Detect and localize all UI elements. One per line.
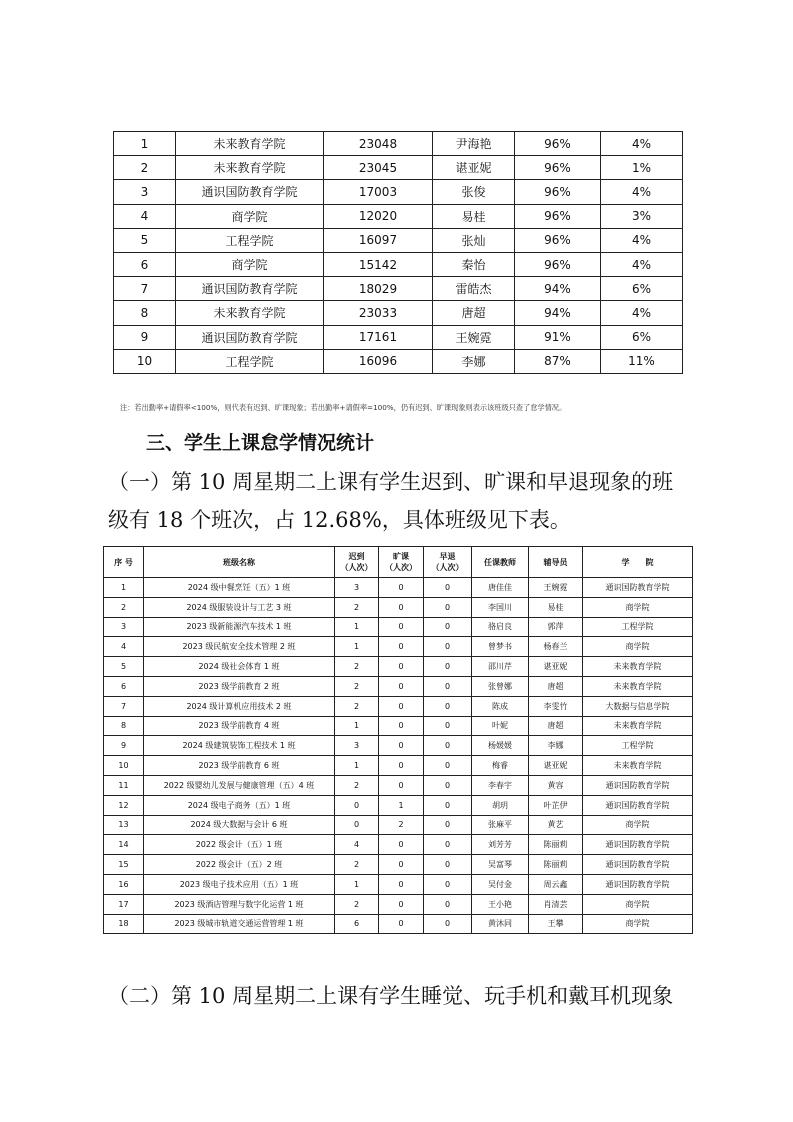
table-cell: 17003 <box>324 180 433 204</box>
column-header-line: （人次） <box>431 563 464 572</box>
table-cell: 叶妮 <box>472 716 529 736</box>
table-cell: 2022 级婴幼儿发展与健康管理（五）4 班 <box>144 775 335 795</box>
table-cell: 13 <box>104 815 144 835</box>
table-cell: 7 <box>104 696 144 716</box>
table-cell: 易桂 <box>529 597 583 617</box>
table-cell: 曾梦书 <box>472 637 529 657</box>
table-cell: 96% <box>515 132 601 156</box>
table-cell: 工程学院 <box>583 736 693 756</box>
table-cell: 2024 级大数据与会计 6 班 <box>144 815 335 835</box>
table-row <box>114 180 683 204</box>
table-cell: 5 <box>104 657 144 677</box>
table-cell: 李国川 <box>472 597 529 617</box>
table-cell: 谌亚妮 <box>433 156 515 180</box>
table-row <box>104 874 693 894</box>
table-cell: 通识国防教育学院 <box>176 325 324 349</box>
table-cell: 商学院 <box>583 894 693 914</box>
table-cell: 1 <box>335 756 379 776</box>
table-cell: 商学院 <box>583 914 693 934</box>
table-cell: 2023 级城市轨道交通运营管理 1 班 <box>144 914 335 934</box>
attendance-rate-table <box>113 131 683 374</box>
table-cell: 6 <box>335 914 379 934</box>
table-cell: 工程学院 <box>176 228 324 252</box>
table-cell: 2 <box>114 156 176 180</box>
table-cell: 黄艺 <box>529 815 583 835</box>
table-cell: 陈成 <box>472 696 529 716</box>
table-cell: 4% <box>601 180 683 204</box>
table-cell: 0 <box>424 815 472 835</box>
table-cell: 谌亚妮 <box>529 756 583 776</box>
table-cell: 未来教育学院 <box>176 156 324 180</box>
table-row <box>104 894 693 914</box>
table-row <box>104 815 693 835</box>
column-header <box>144 547 335 578</box>
table-cell: 18029 <box>324 277 433 301</box>
table-cell: 陈丽莉 <box>529 835 583 855</box>
table-row <box>104 676 693 696</box>
table-cell: 0 <box>379 617 424 637</box>
column-header-line: 序 号 <box>114 557 133 567</box>
table-cell: 吴付金 <box>472 874 529 894</box>
table-cell: 96% <box>515 252 601 276</box>
table-cell: 2 <box>104 597 144 617</box>
table-cell: 0 <box>424 597 472 617</box>
table-cell: 4% <box>601 228 683 252</box>
table-cell: 陈丽莉 <box>529 855 583 875</box>
table-cell: 唐超 <box>433 301 515 325</box>
table-cell: 6% <box>601 277 683 301</box>
table-cell: 0 <box>424 795 472 815</box>
table-cell: 2024 级电子商务（五）1 班 <box>144 795 335 815</box>
column-header-line: 旷课 <box>393 552 409 561</box>
table-cell: 胡玥 <box>472 795 529 815</box>
table-cell: 96% <box>515 180 601 204</box>
table-cell: 0 <box>424 894 472 914</box>
table-cell: 商学院 <box>176 204 324 228</box>
table-cell: 2 <box>335 597 379 617</box>
table-row <box>114 325 683 349</box>
table-cell: 商学院 <box>583 597 693 617</box>
table-cell: 肖清芸 <box>529 894 583 914</box>
table-cell: 2 <box>335 676 379 696</box>
column-header-line: 任课教师 <box>484 557 516 567</box>
table-cell: 0 <box>424 696 472 716</box>
table-cell: 未来教育学院 <box>176 301 324 325</box>
column-header <box>379 547 424 578</box>
table-cell: 8 <box>114 301 176 325</box>
table-cell: 6 <box>114 252 176 276</box>
table-cell: 1 <box>104 578 144 598</box>
tardiness-table <box>103 546 693 934</box>
table-cell: 23048 <box>324 132 433 156</box>
table-cell: 0 <box>424 637 472 657</box>
table-cell: 2023 级酒店管理与数字化运营 1 班 <box>144 894 335 914</box>
table-cell: 0 <box>379 736 424 756</box>
table-cell: 0 <box>379 597 424 617</box>
table-cell: 0 <box>379 914 424 934</box>
table-cell: 16 <box>104 874 144 894</box>
table-cell: 3% <box>601 204 683 228</box>
table-cell: 3 <box>114 180 176 204</box>
table-cell: 0 <box>379 676 424 696</box>
table-cell: 通识国防教育学院 <box>583 775 693 795</box>
table-cell: 6 <box>104 676 144 696</box>
table-cell: 15 <box>104 855 144 875</box>
table-cell: 10 <box>104 756 144 776</box>
table-cell: 3 <box>335 736 379 756</box>
column-header-line: 学 院 <box>621 557 654 567</box>
column-header-line: 班级名称 <box>223 557 255 567</box>
table-cell: 王婉霓 <box>433 325 515 349</box>
table-cell: 2024 级中餐烹饪（五）1 班 <box>144 578 335 598</box>
table-cell: 2024 级计算机应用技术 2 班 <box>144 696 335 716</box>
column-header-line: 辅导员 <box>543 557 568 567</box>
table-cell: 0 <box>424 874 472 894</box>
table-cell: 2 <box>335 855 379 875</box>
table-cell: 9 <box>114 325 176 349</box>
table-cell: 通识国防教育学院 <box>583 874 693 894</box>
table-cell: 16097 <box>324 228 433 252</box>
table-cell: 2023 级新能源汽车技术 1 班 <box>144 617 335 637</box>
table-row <box>104 914 693 934</box>
table-cell: 0 <box>379 756 424 776</box>
table-cell: 2022 级会计（五）2 班 <box>144 855 335 875</box>
paragraph-line: （一）第 10 周星期二上课有学生迟到、旷课和早退现象的班 <box>108 470 674 494</box>
table-row <box>104 637 693 657</box>
table-row <box>104 835 693 855</box>
table-cell: 未来教育学院 <box>176 132 324 156</box>
table-cell: 杨春兰 <box>529 637 583 657</box>
table-cell: 17161 <box>324 325 433 349</box>
table-cell: 2023 级民航安全技术管理 2 班 <box>144 637 335 657</box>
table-cell: 邵川芹 <box>472 657 529 677</box>
table-cell: 2024 级社会体育 1 班 <box>144 657 335 677</box>
table-cell: 14 <box>104 835 144 855</box>
table-cell: 2 <box>335 894 379 914</box>
table-row <box>104 716 693 736</box>
table-cell: 94% <box>515 301 601 325</box>
table-cell: 23033 <box>324 301 433 325</box>
table-cell: 骆启良 <box>472 617 529 637</box>
section-heading: 三、学生上课怠学情况统计 <box>146 432 375 454</box>
table-cell: 2 <box>335 657 379 677</box>
table-cell: 2 <box>335 775 379 795</box>
table-cell: 0 <box>424 578 472 598</box>
table-cell: 0 <box>379 894 424 914</box>
table-cell: 0 <box>424 617 472 637</box>
table-cell: 5 <box>114 228 176 252</box>
table-cell: 0 <box>379 716 424 736</box>
table-row <box>114 301 683 325</box>
table-cell: 雷皓杰 <box>433 277 515 301</box>
table-cell: 10 <box>114 349 176 373</box>
table-cell: 17 <box>104 894 144 914</box>
table-cell: 刘芳芳 <box>472 835 529 855</box>
table-cell: 通识国防教育学院 <box>583 578 693 598</box>
table-cell: 4 <box>114 204 176 228</box>
table-cell: 2022 级会计（五）1 班 <box>144 835 335 855</box>
table-cell: 通识国防教育学院 <box>583 855 693 875</box>
table-cell: 张灿 <box>433 228 515 252</box>
table-cell: 12020 <box>324 204 433 228</box>
column-header <box>472 547 529 578</box>
table-cell: 0 <box>379 855 424 875</box>
table-row <box>114 349 683 373</box>
table-cell: 2024 级建筑装饰工程技术 1 班 <box>144 736 335 756</box>
column-header <box>529 547 583 578</box>
table-cell: 96% <box>515 156 601 180</box>
table-cell: 1 <box>379 795 424 815</box>
column-header <box>104 547 144 578</box>
table-cell: 96% <box>515 228 601 252</box>
table-cell: 91% <box>515 325 601 349</box>
table-cell: 通识国防教育学院 <box>583 795 693 815</box>
table-cell: 叶芷伊 <box>529 795 583 815</box>
table-cell: 李雯竹 <box>529 696 583 716</box>
table-cell: 工程学院 <box>583 617 693 637</box>
table-row <box>104 597 693 617</box>
table-cell: 张俊 <box>433 180 515 204</box>
table-cell: 87% <box>515 349 601 373</box>
table-cell: 李娜 <box>433 349 515 373</box>
table-cell: 0 <box>424 676 472 696</box>
table-cell: 梅睿 <box>472 756 529 776</box>
table-cell: 1 <box>335 617 379 637</box>
table-cell: 16096 <box>324 349 433 373</box>
table-row <box>104 578 693 598</box>
table-row <box>104 795 693 815</box>
table-cell: 2023 级学前教育 2 班 <box>144 676 335 696</box>
table-cell: 0 <box>379 657 424 677</box>
column-header <box>583 547 693 578</box>
table-cell: 4 <box>104 637 144 657</box>
table-row <box>104 756 693 776</box>
table-cell: 谌亚妮 <box>529 657 583 677</box>
table-row <box>114 156 683 180</box>
table-row <box>114 228 683 252</box>
table-cell: 18 <box>104 914 144 934</box>
table-cell: 王小艳 <box>472 894 529 914</box>
table-cell: 0 <box>335 815 379 835</box>
table-cell: 秦怡 <box>433 252 515 276</box>
paragraph-line: （二）第 10 周星期二上课有学生睡觉、玩手机和戴耳机现象 <box>108 984 674 1008</box>
table-cell: 2023 级电子技术应用（五）1 班 <box>144 874 335 894</box>
table-cell: 唐超 <box>529 676 583 696</box>
table-cell: 1 <box>335 716 379 736</box>
table-row <box>114 132 683 156</box>
table-cell: 3 <box>335 578 379 598</box>
column-header-line: 早退 <box>439 552 456 561</box>
table-cell: 0 <box>424 835 472 855</box>
table-cell: 1 <box>114 132 176 156</box>
column-header-line: （人次） <box>340 563 373 572</box>
table-cell: 商学院 <box>583 637 693 657</box>
table-header-row <box>104 547 693 578</box>
table-row <box>104 617 693 637</box>
table-cell: 商学院 <box>583 815 693 835</box>
table-cell: 4 <box>335 835 379 855</box>
table-cell: 2 <box>379 815 424 835</box>
column-header <box>335 547 379 578</box>
table-cell: 张曾娜 <box>472 676 529 696</box>
table-cell: 未来教育学院 <box>583 756 693 776</box>
table-cell: 0 <box>379 578 424 598</box>
table-cell: 大数据与信息学院 <box>583 696 693 716</box>
table-cell: 工程学院 <box>176 349 324 373</box>
table-row <box>114 252 683 276</box>
table-cell: 0 <box>424 855 472 875</box>
table-cell: 唐佳佳 <box>472 578 529 598</box>
table-cell: 96% <box>515 204 601 228</box>
table-cell: 0 <box>424 657 472 677</box>
table-cell: 张麻平 <box>472 815 529 835</box>
table-cell: 1 <box>335 637 379 657</box>
table-cell: 4% <box>601 301 683 325</box>
table-row <box>104 855 693 875</box>
table-row <box>104 657 693 677</box>
column-header-line: 迟到 <box>348 552 365 561</box>
table-cell: 未来教育学院 <box>583 716 693 736</box>
column-header-line: （人次） <box>385 563 417 572</box>
table-cell: 0 <box>379 835 424 855</box>
table-cell: 0 <box>379 874 424 894</box>
table-cell: 0 <box>379 637 424 657</box>
table-row <box>114 204 683 228</box>
paragraph-line: 级有 18 个班次，占 12.68%，具体班级见下表。 <box>108 508 571 532</box>
table-cell: 1% <box>601 156 683 180</box>
table-cell: 1 <box>335 874 379 894</box>
table-cell: 0 <box>379 775 424 795</box>
table-row <box>104 696 693 716</box>
table-cell: 杨媛媛 <box>472 736 529 756</box>
table-cell: 王攀 <box>529 914 583 934</box>
table-cell: 李春宇 <box>472 775 529 795</box>
table-note: 注：若出勤率+请假率<100%，则代表有迟到、旷课现象；若出勤率+请假率=100%，仍有迟到、旷课现象则表示该班级只查了怠学情况。 <box>120 403 567 412</box>
table-cell: 0 <box>379 696 424 716</box>
table-cell: 唐超 <box>529 716 583 736</box>
table-cell: 黄沐同 <box>472 914 529 934</box>
table-cell: 2 <box>335 696 379 716</box>
table-cell: 8 <box>104 716 144 736</box>
table-cell: 7 <box>114 277 176 301</box>
table-cell: 0 <box>424 775 472 795</box>
table-cell: 通识国防教育学院 <box>176 277 324 301</box>
table-cell: 王婉霓 <box>529 578 583 598</box>
table-cell: 0 <box>424 914 472 934</box>
table-row <box>104 775 693 795</box>
table-cell: 3 <box>104 617 144 637</box>
table-cell: 黄容 <box>529 775 583 795</box>
table-cell: 尹海艳 <box>433 132 515 156</box>
table-cell: 94% <box>515 277 601 301</box>
table-cell: 9 <box>104 736 144 756</box>
table-cell: 未来教育学院 <box>583 657 693 677</box>
table-cell: 12 <box>104 795 144 815</box>
table-cell: 易桂 <box>433 204 515 228</box>
table-row <box>114 277 683 301</box>
table-cell: 11 <box>104 775 144 795</box>
table-cell: 商学院 <box>176 252 324 276</box>
table-cell: 李娜 <box>529 736 583 756</box>
table-cell: 2023 级学前教育 6 班 <box>144 756 335 776</box>
table-cell: 郭萍 <box>529 617 583 637</box>
table-cell: 周云鑫 <box>529 874 583 894</box>
table-cell: 0 <box>424 716 472 736</box>
table-cell: 23045 <box>324 156 433 180</box>
table-cell: 0 <box>424 736 472 756</box>
table-cell: 2024 级服装设计与工艺 3 班 <box>144 597 335 617</box>
table-cell: 11% <box>601 349 683 373</box>
table-cell: 4% <box>601 132 683 156</box>
table-cell: 吴富琴 <box>472 855 529 875</box>
table-cell: 0 <box>424 756 472 776</box>
table-cell: 4% <box>601 252 683 276</box>
table-cell: 通识国防教育学院 <box>583 835 693 855</box>
table-cell: 未来教育学院 <box>583 676 693 696</box>
column-header <box>424 547 472 578</box>
table-cell: 通识国防教育学院 <box>176 180 324 204</box>
table-row <box>104 736 693 756</box>
table-cell: 15142 <box>324 252 433 276</box>
table-cell: 0 <box>335 795 379 815</box>
table-cell: 6% <box>601 325 683 349</box>
table-cell: 2023 级学前教育 4 班 <box>144 716 335 736</box>
